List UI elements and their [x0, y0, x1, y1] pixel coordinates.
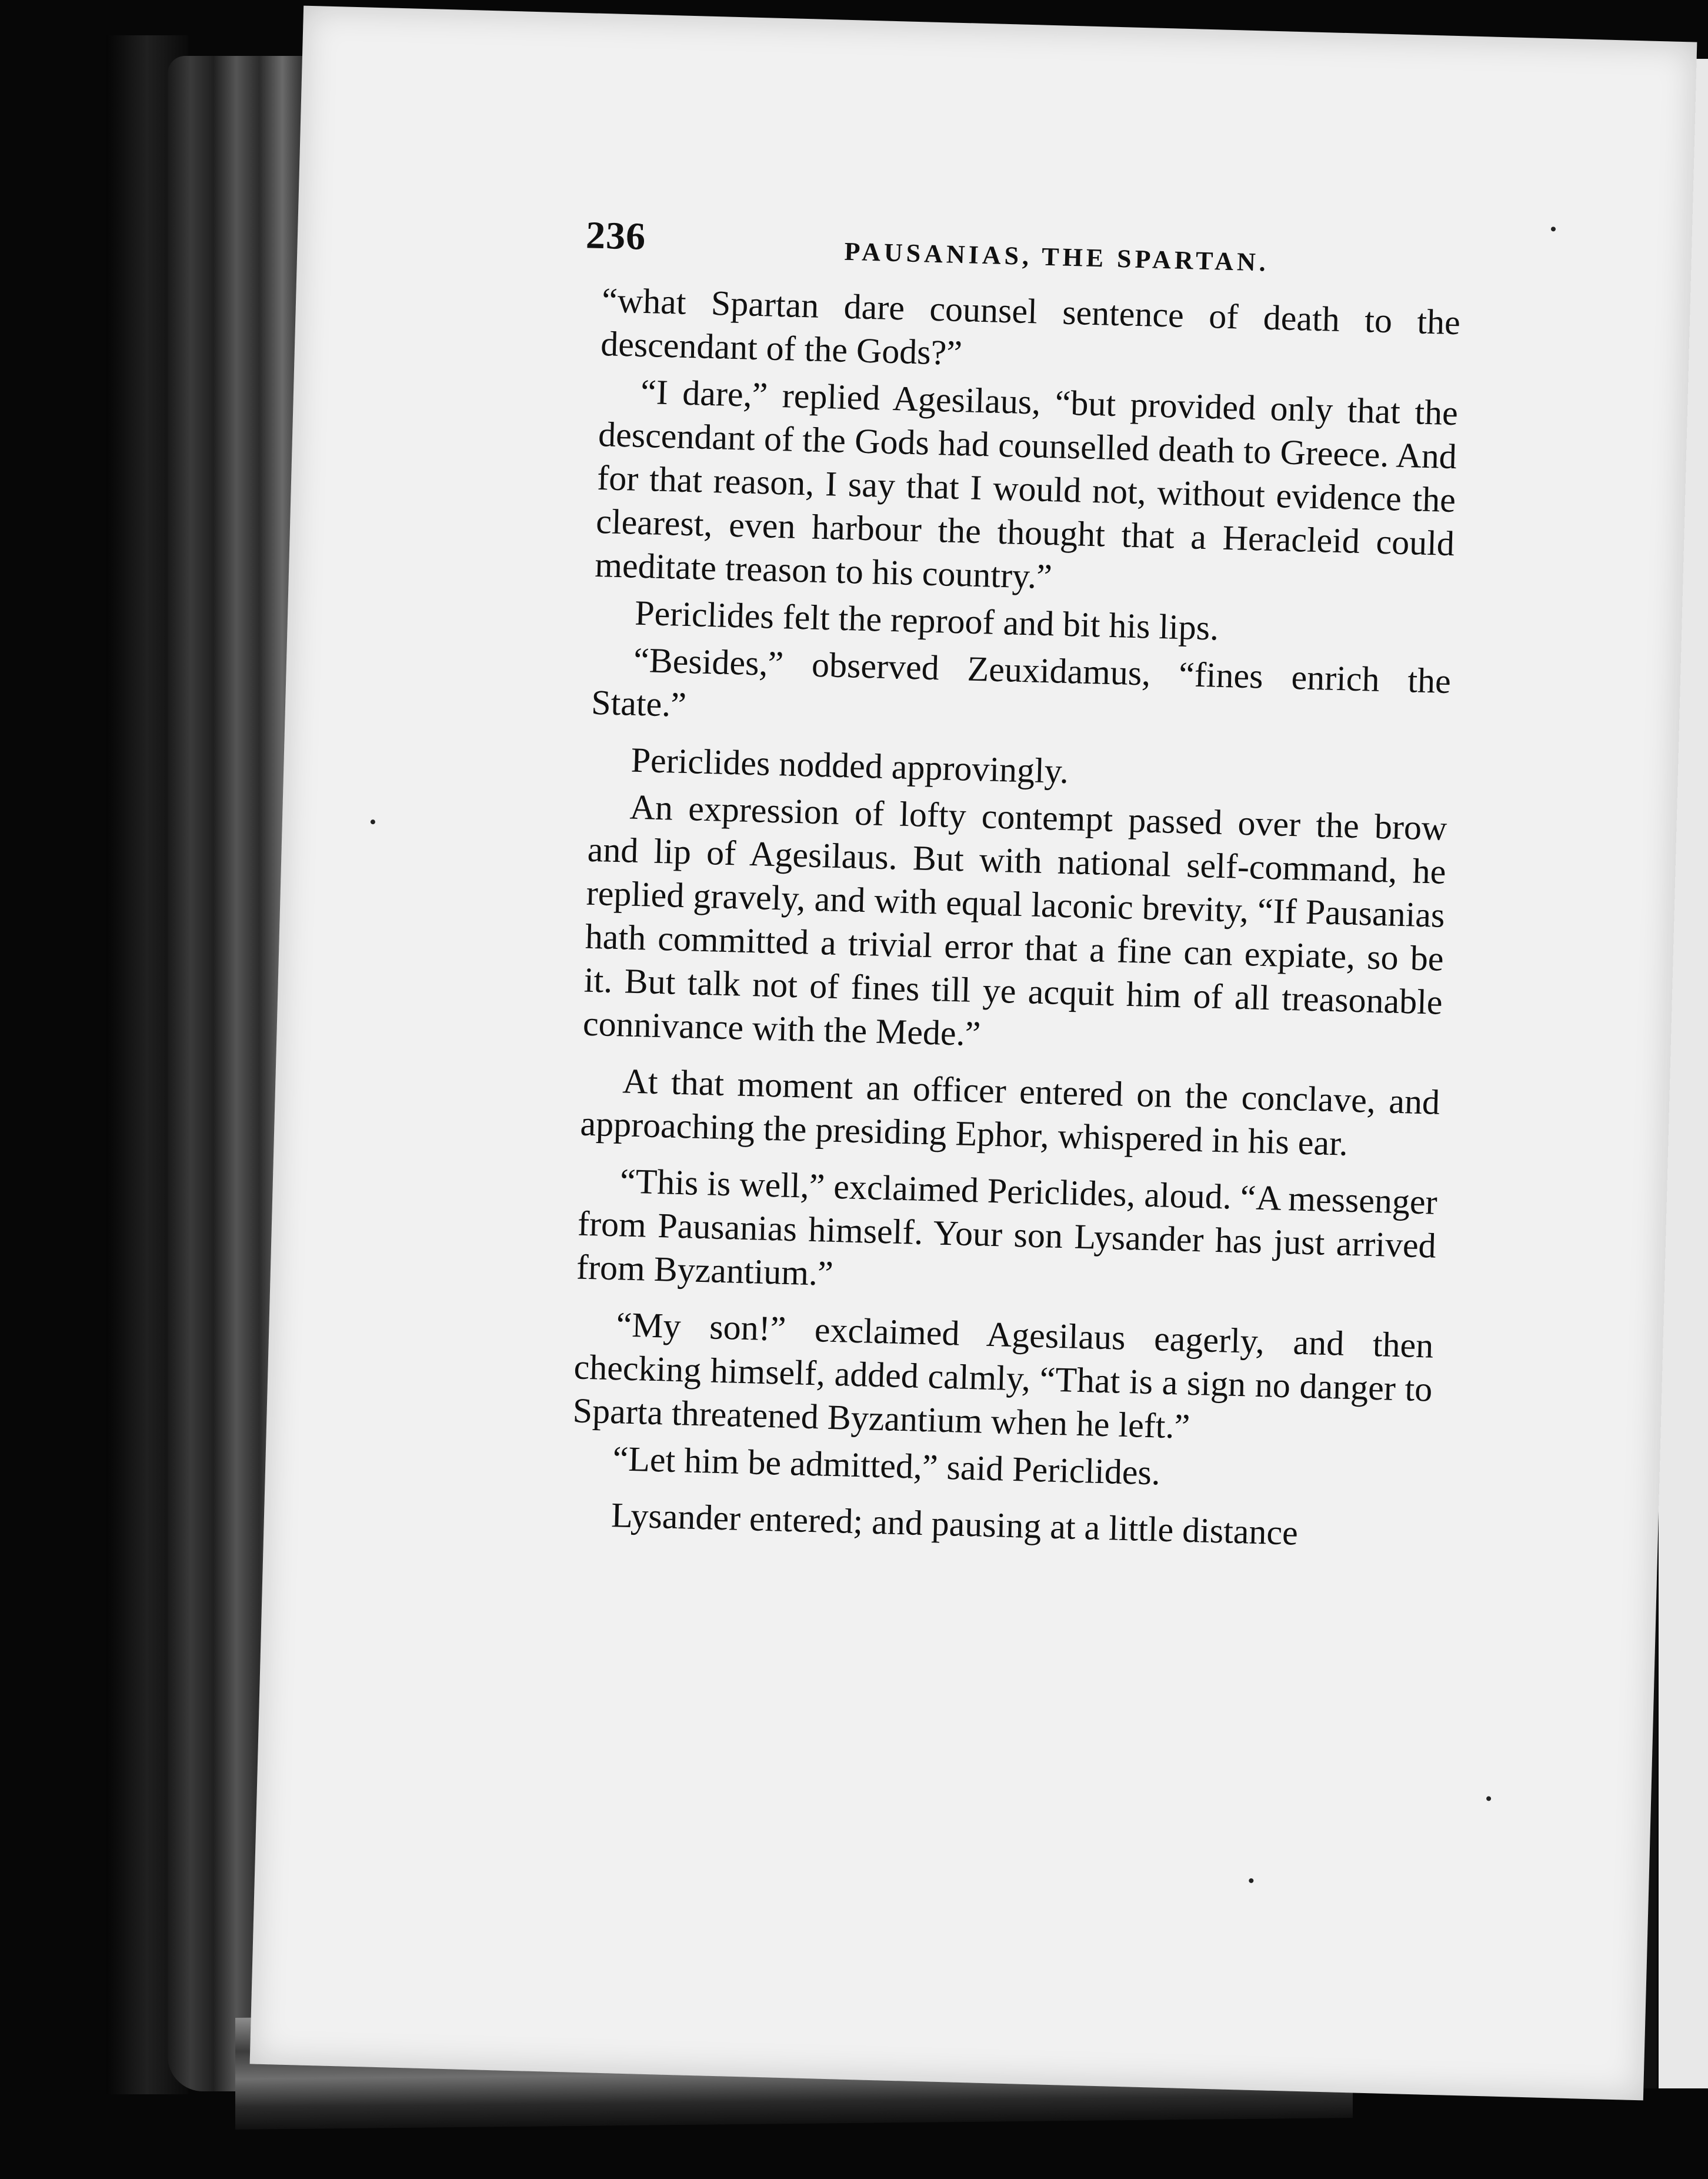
paragraph: “Besides,” observed Zeuxidamus, “fines enrich the State.”: [591, 640, 1452, 725]
paragraph: “I dare,” replied Agesilaus, “but provided only that the descendant of the Gods had counselled death to Greece. And for that reason, I say that I would not, without evidence the clearest, even harbour the thought that a Heracleid could meditate treason to his country.”: [594, 372, 1459, 597]
paragraph: Periclides felt the reproof and bit his lips.: [634, 593, 1220, 648]
paper-speck: [1486, 1796, 1491, 1801]
paragraph: Periclides nodded approvingly.: [630, 740, 1069, 791]
page-number: 236: [585, 214, 647, 258]
paragraph: “My son!” exclaimed Agesilaus eagerly, and then checking himself, added calmly, “That is a sign no danger to Sparta threatened Byzantium when he left.”: [572, 1305, 1435, 1446]
paragraph: An expression of lofty contempt passed over the brow and lip of Agesilaus. But with national self-command, he replied gravely, and with equal laconic brevity, “If Pausanias hath committed a trivial error that a fine can expiate, so be it. But talk not of fines till ye acquit him of all treasonable connivance with the Mede.”: [582, 787, 1448, 1054]
running-head-title: PAUSANIAS, THE SPARTAN.: [843, 236, 1270, 277]
paragraph: “what Spartan dare counsel sentence of death to the descendant of the Gods?”: [600, 281, 1461, 373]
paragraph: “This is well,” exclaimed Periclides, aloud. “A messenger from Pausanias himself. Your son Lysander has just arrived from Byzantium.”: [576, 1161, 1438, 1293]
paragraph: “Let him be admitted,” said Periclides.: [612, 1439, 1161, 1492]
paragraph: Lysander entered; and pausing at a little distance: [611, 1495, 1299, 1552]
paragraph: At that moment an officer entered on the conclave, and approaching the presiding Ephor, whispered in his ear.: [579, 1061, 1440, 1163]
page-text-block: [569, 214, 1463, 1561]
paper-speck: [1249, 1878, 1253, 1883]
paper-speck: [1551, 226, 1556, 231]
paper-speck: [371, 819, 375, 824]
book-page: [250, 6, 1697, 2101]
